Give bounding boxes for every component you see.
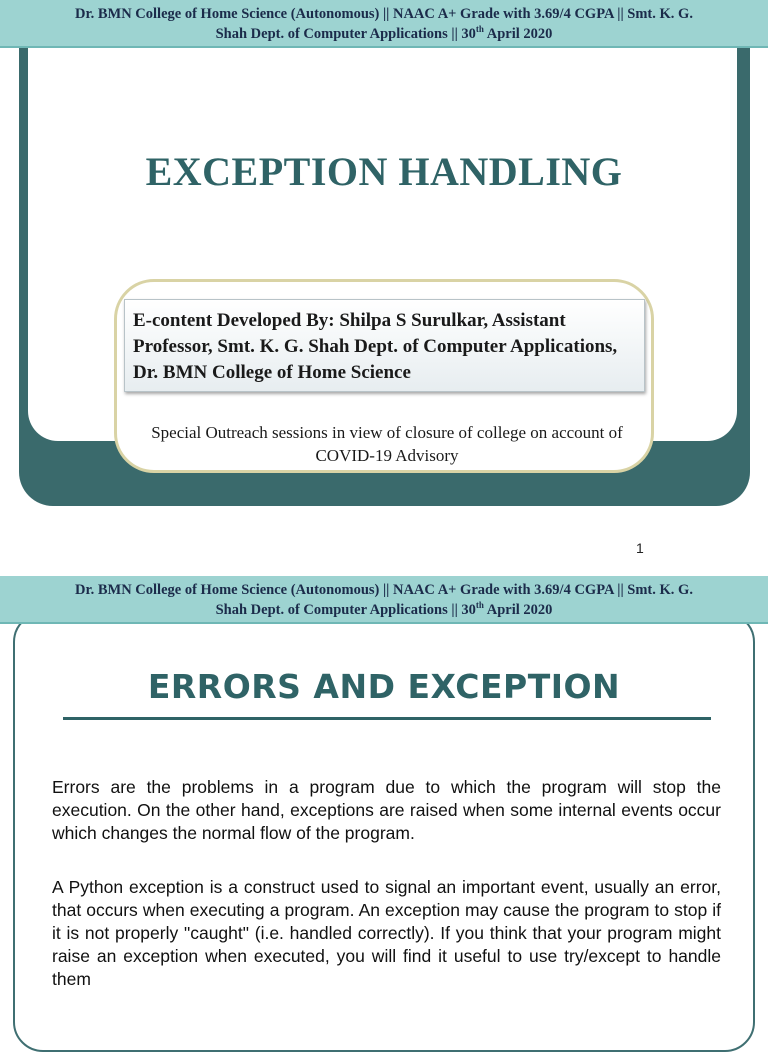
header-line1: Dr. BMN College of Home Science (Autonomous) || NAAC A+ Grade with 3.69/4 CGPA || Smt. K. G.	[75, 6, 693, 22]
title-underline	[63, 717, 711, 720]
slide1-header-banner	[0, 0, 768, 48]
developer-credit-box: E-content Developed By: Shilpa S Surulkar, Assistant Professor, Smt. K. G. Shah Dept. of Computer Applications, Dr. BMN College of Home Science	[124, 299, 645, 392]
outreach-note: Special Outreach sessions in view of closure of college on account of COVID-19 Advisory	[151, 423, 623, 465]
paragraph-errors: Errors are the problems in a program due to which the program will stop the execution. On the other hand, exceptions are raised when some internal events occur which changes the normal flow of the program.	[52, 777, 721, 843]
header-line2: Shah Dept. of Computer Applications || 30th April 2020	[215, 24, 553, 42]
paragraph-python-exception: A Python exception is a construct used to signal an important event, usually an error, that occurs when executing a program. An exception may cause the program to stop if it is not properly "caught" (i.e. handled correctly). If you think that your program might raise an exception when executed, you will find it useful to use try/except to handle them	[52, 877, 721, 989]
page-number: 1	[636, 540, 644, 556]
header-line2: Shah Dept. of Computer Applications || 30th April 2020	[215, 600, 553, 618]
slide2-title: ERRORS AND EXCEPTION	[147, 667, 621, 706]
slide2-header-banner	[0, 576, 768, 624]
slide1-title: EXCEPTION HANDLING	[145, 149, 623, 194]
header-line1: Dr. BMN College of Home Science (Autonomous) || NAAC A+ Grade with 3.69/4 CGPA || Smt. K. G.	[75, 582, 693, 598]
